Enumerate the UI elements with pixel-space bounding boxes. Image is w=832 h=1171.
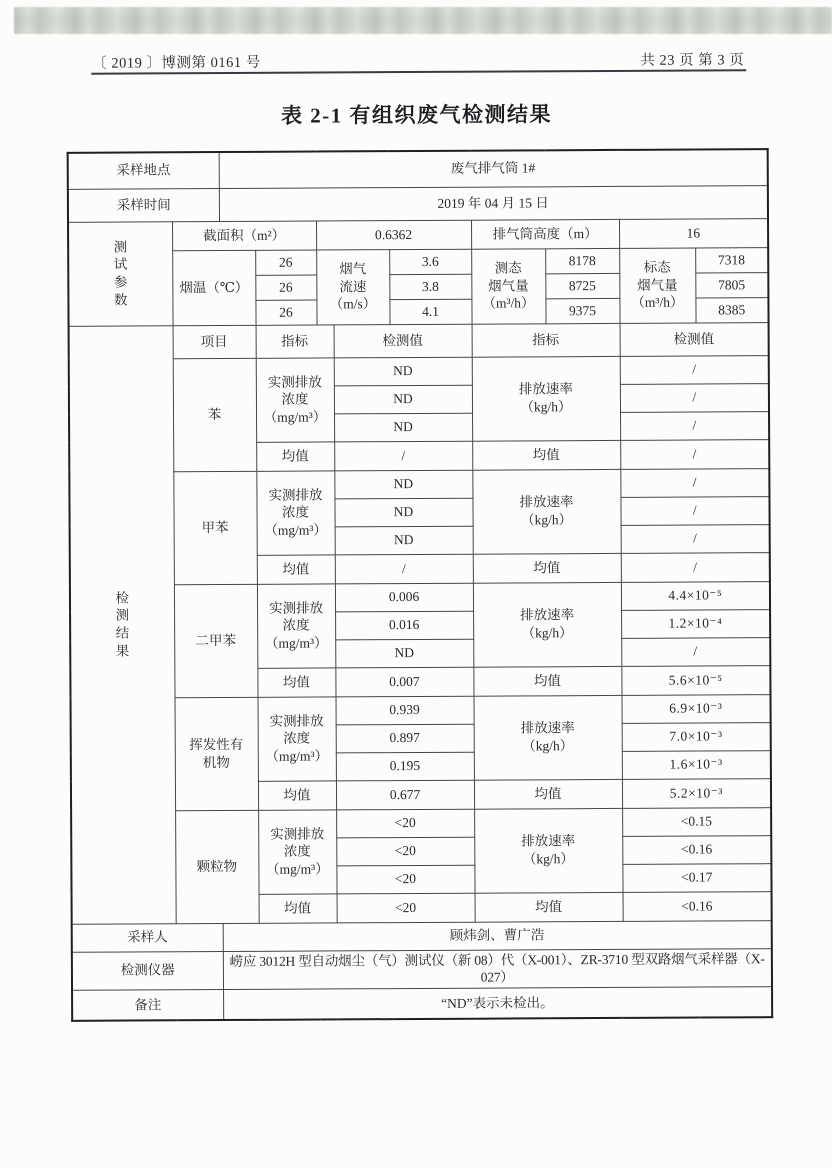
rate-value-cell: 1.2×10⁻⁴ <box>621 609 770 638</box>
rate-value-cell: <0.17 <box>622 863 771 892</box>
row-sampling-time <box>68 185 768 222</box>
rate-mean-cell: / <box>620 439 769 469</box>
conc-value-cell: <20 <box>336 837 474 866</box>
standard-flow-value-cell: 7805 <box>695 272 768 297</box>
standard-flow-value-cell: 8385 <box>695 297 768 322</box>
row-sampling-site <box>68 149 768 189</box>
row-toluene-1 <box>69 468 769 500</box>
sampling-site-label-cell: 采样地点 <box>68 152 219 189</box>
remark-value-cell: “ND”表示未检出。 <box>223 986 772 1020</box>
flue-temp-label-cell: 烟温（℃） <box>172 250 255 325</box>
rate-mean-cell: 5.2×10⁻³ <box>622 778 771 808</box>
rate-label-cell: 排放速率 （kg/h） <box>472 356 620 441</box>
conc-value-cell: ND <box>334 385 472 414</box>
rate-mean-cell: / <box>621 552 770 582</box>
header-item-cell: 项目 <box>173 325 256 358</box>
row-voc-1 <box>71 694 771 726</box>
pollutant-name-cell: 颗粒物 <box>175 810 259 923</box>
rate-label-cell: 排放速率 （kg/h） <box>473 582 621 667</box>
doc-number: 〔 2019 〕博测第 0161 号 <box>92 54 261 72</box>
rate-value-cell: / <box>620 383 769 412</box>
rate-value-cell: <0.16 <box>622 835 771 864</box>
stack-height-value-cell: 16 <box>619 218 768 248</box>
conc-value-cell: ND <box>335 639 473 668</box>
instrument-value-cell: 崂应 3012H 型自动烟尘（气）测试仪（新 08）代（X-001）、ZR-3710 型双路烟气采样器（X-027） <box>223 948 772 989</box>
pollutant-name-cell: 甲苯 <box>173 471 257 584</box>
cross-section-label-cell: 截面积（m²） <box>172 221 316 251</box>
conc-value-cell: 0.195 <box>336 752 474 781</box>
conc-mean-cell: / <box>334 441 472 471</box>
sampling-site-value-cell: 废气排气筒 1# <box>219 149 768 188</box>
conc-label-cell: 实测排放 浓度 （mg/m³） <box>258 696 336 780</box>
mean-label-cell: 均值 <box>257 667 335 696</box>
row-xylene-1 <box>70 581 770 613</box>
gas-velocity-value-cell: 3.8 <box>389 274 471 299</box>
instrument-label-cell: 检测仪器 <box>72 951 223 990</box>
row-instrument <box>72 948 772 990</box>
gas-velocity-value-cell: 4.1 <box>389 299 471 324</box>
conc-label-cell: 实测排放 浓度 （mg/m³） <box>257 583 335 667</box>
conc-label-cell: 实测排放 浓度 （mg/m³） <box>258 809 336 893</box>
conc-mean-cell: 0.677 <box>336 780 474 810</box>
rate-mean-cell: 5.6×10⁻⁵ <box>621 665 770 695</box>
conc-value-cell: ND <box>335 526 473 555</box>
actual-flow-value-cell: 9375 <box>545 298 619 323</box>
page-indicator: 共 23 页 第 3 页 <box>640 52 745 69</box>
header-value2-cell: 检测值 <box>620 322 769 356</box>
row-params-1 <box>68 247 768 276</box>
sampler-label-cell: 采样人 <box>72 923 223 952</box>
header-indicator2-cell: 指标 <box>472 323 620 357</box>
row-sampler <box>72 920 772 952</box>
results-table <box>67 148 774 1022</box>
rate-value-cell: / <box>620 496 769 525</box>
mean-label-cell: 均值 <box>473 553 621 583</box>
pollutant-name-cell: 二甲苯 <box>174 584 258 697</box>
rate-value-cell: / <box>621 637 770 666</box>
standard-flow-value-cell: 7318 <box>695 247 768 272</box>
conc-value-cell: <20 <box>336 865 474 894</box>
row-remark <box>72 986 772 1021</box>
row-results-header <box>69 322 769 359</box>
test-params-vertical-label: 测 试 参 数 <box>68 221 173 326</box>
sampling-time-label-cell: 采样时间 <box>68 188 219 222</box>
cross-section-value-cell: 0.6362 <box>316 220 471 250</box>
actual-flow-label-cell: 测态 烟气量 （m³/h） <box>471 248 545 323</box>
rate-label-cell: 排放速率 （kg/h） <box>474 808 622 893</box>
rate-value-cell: / <box>621 524 770 553</box>
rate-value-cell: 6.9×10⁻³ <box>621 694 770 723</box>
actual-flow-value-cell: 8725 <box>545 273 619 298</box>
rate-label-cell: 排放速率 （kg/h） <box>474 695 622 780</box>
rate-value-cell: / <box>620 355 769 384</box>
conc-label-cell: 实测排放 浓度 （mg/m³） <box>256 357 334 441</box>
table-title: 表 2-1 有组织废气检测结果 <box>280 102 553 128</box>
rate-mean-cell: <0.16 <box>623 891 772 921</box>
mean-label-cell: 均值 <box>256 441 334 470</box>
conc-value-cell: 0.006 <box>335 583 473 612</box>
stack-height-label-cell: 排气筒高度（m） <box>471 219 619 249</box>
conc-mean-cell: / <box>335 554 473 584</box>
row-params-header <box>68 218 768 251</box>
rate-label-cell: 排放速率 （kg/h） <box>472 469 620 554</box>
standard-flow-label-cell: 标态 烟气量 （m³/h） <box>619 248 695 323</box>
conc-mean-cell: <20 <box>337 893 475 923</box>
conc-value-cell: ND <box>334 498 472 527</box>
flue-temp-value-cell: 26 <box>255 275 316 300</box>
conc-label-cell: 实测排放 浓度 （mg/m³） <box>256 470 334 554</box>
gas-velocity-value-cell: 3.6 <box>389 249 471 274</box>
flue-temp-value-cell: 26 <box>255 250 316 275</box>
row-benzene-1 <box>69 355 769 387</box>
actual-flow-value-cell: 8178 <box>545 248 619 273</box>
mean-label-cell: 均值 <box>257 554 335 583</box>
remark-label-cell: 备注 <box>72 989 223 1021</box>
flue-temp-value-cell: 26 <box>255 300 316 325</box>
rate-value-cell: / <box>620 468 769 497</box>
conc-mean-cell: 0.007 <box>335 667 473 697</box>
conc-value-cell: 0.897 <box>336 724 474 753</box>
sampling-time-value-cell: 2019 年 04 月 15 日 <box>219 185 768 221</box>
header-indicator-cell: 指标 <box>256 324 334 357</box>
rate-value-cell: 1.6×10⁻³ <box>622 750 771 779</box>
conc-value-cell: 0.016 <box>335 611 473 640</box>
row-pm-1 <box>71 807 771 839</box>
pollutant-name-cell: 挥发性有 机物 <box>175 697 259 810</box>
rate-value-cell: 7.0×10⁻³ <box>622 722 771 751</box>
mean-label-cell: 均值 <box>475 892 623 922</box>
results-vertical-label: 检 测 结 果 <box>69 325 176 924</box>
conc-value-cell: <20 <box>336 809 474 838</box>
rate-value-cell: <0.15 <box>622 807 771 836</box>
mean-label-cell: 均值 <box>258 780 336 809</box>
gas-velocity-label-cell: 烟气 流速 （m/s） <box>316 249 389 324</box>
conc-value-cell: ND <box>334 413 472 442</box>
mean-label-cell: 均值 <box>259 893 337 922</box>
mean-label-cell: 均值 <box>474 779 622 809</box>
pollutant-name-cell: 苯 <box>173 358 257 471</box>
sampler-value-cell: 顾炜剑、曹广浩 <box>223 920 772 951</box>
conc-value-cell: ND <box>334 357 472 386</box>
rate-value-cell: 4.4×10⁻⁵ <box>621 581 770 610</box>
conc-value-cell: 0.939 <box>336 696 474 725</box>
header-value-cell: 检测值 <box>334 324 472 358</box>
rate-value-cell: / <box>620 411 769 440</box>
mean-label-cell: 均值 <box>472 440 620 470</box>
mean-label-cell: 均值 <box>473 666 621 696</box>
conc-value-cell: ND <box>334 470 472 499</box>
